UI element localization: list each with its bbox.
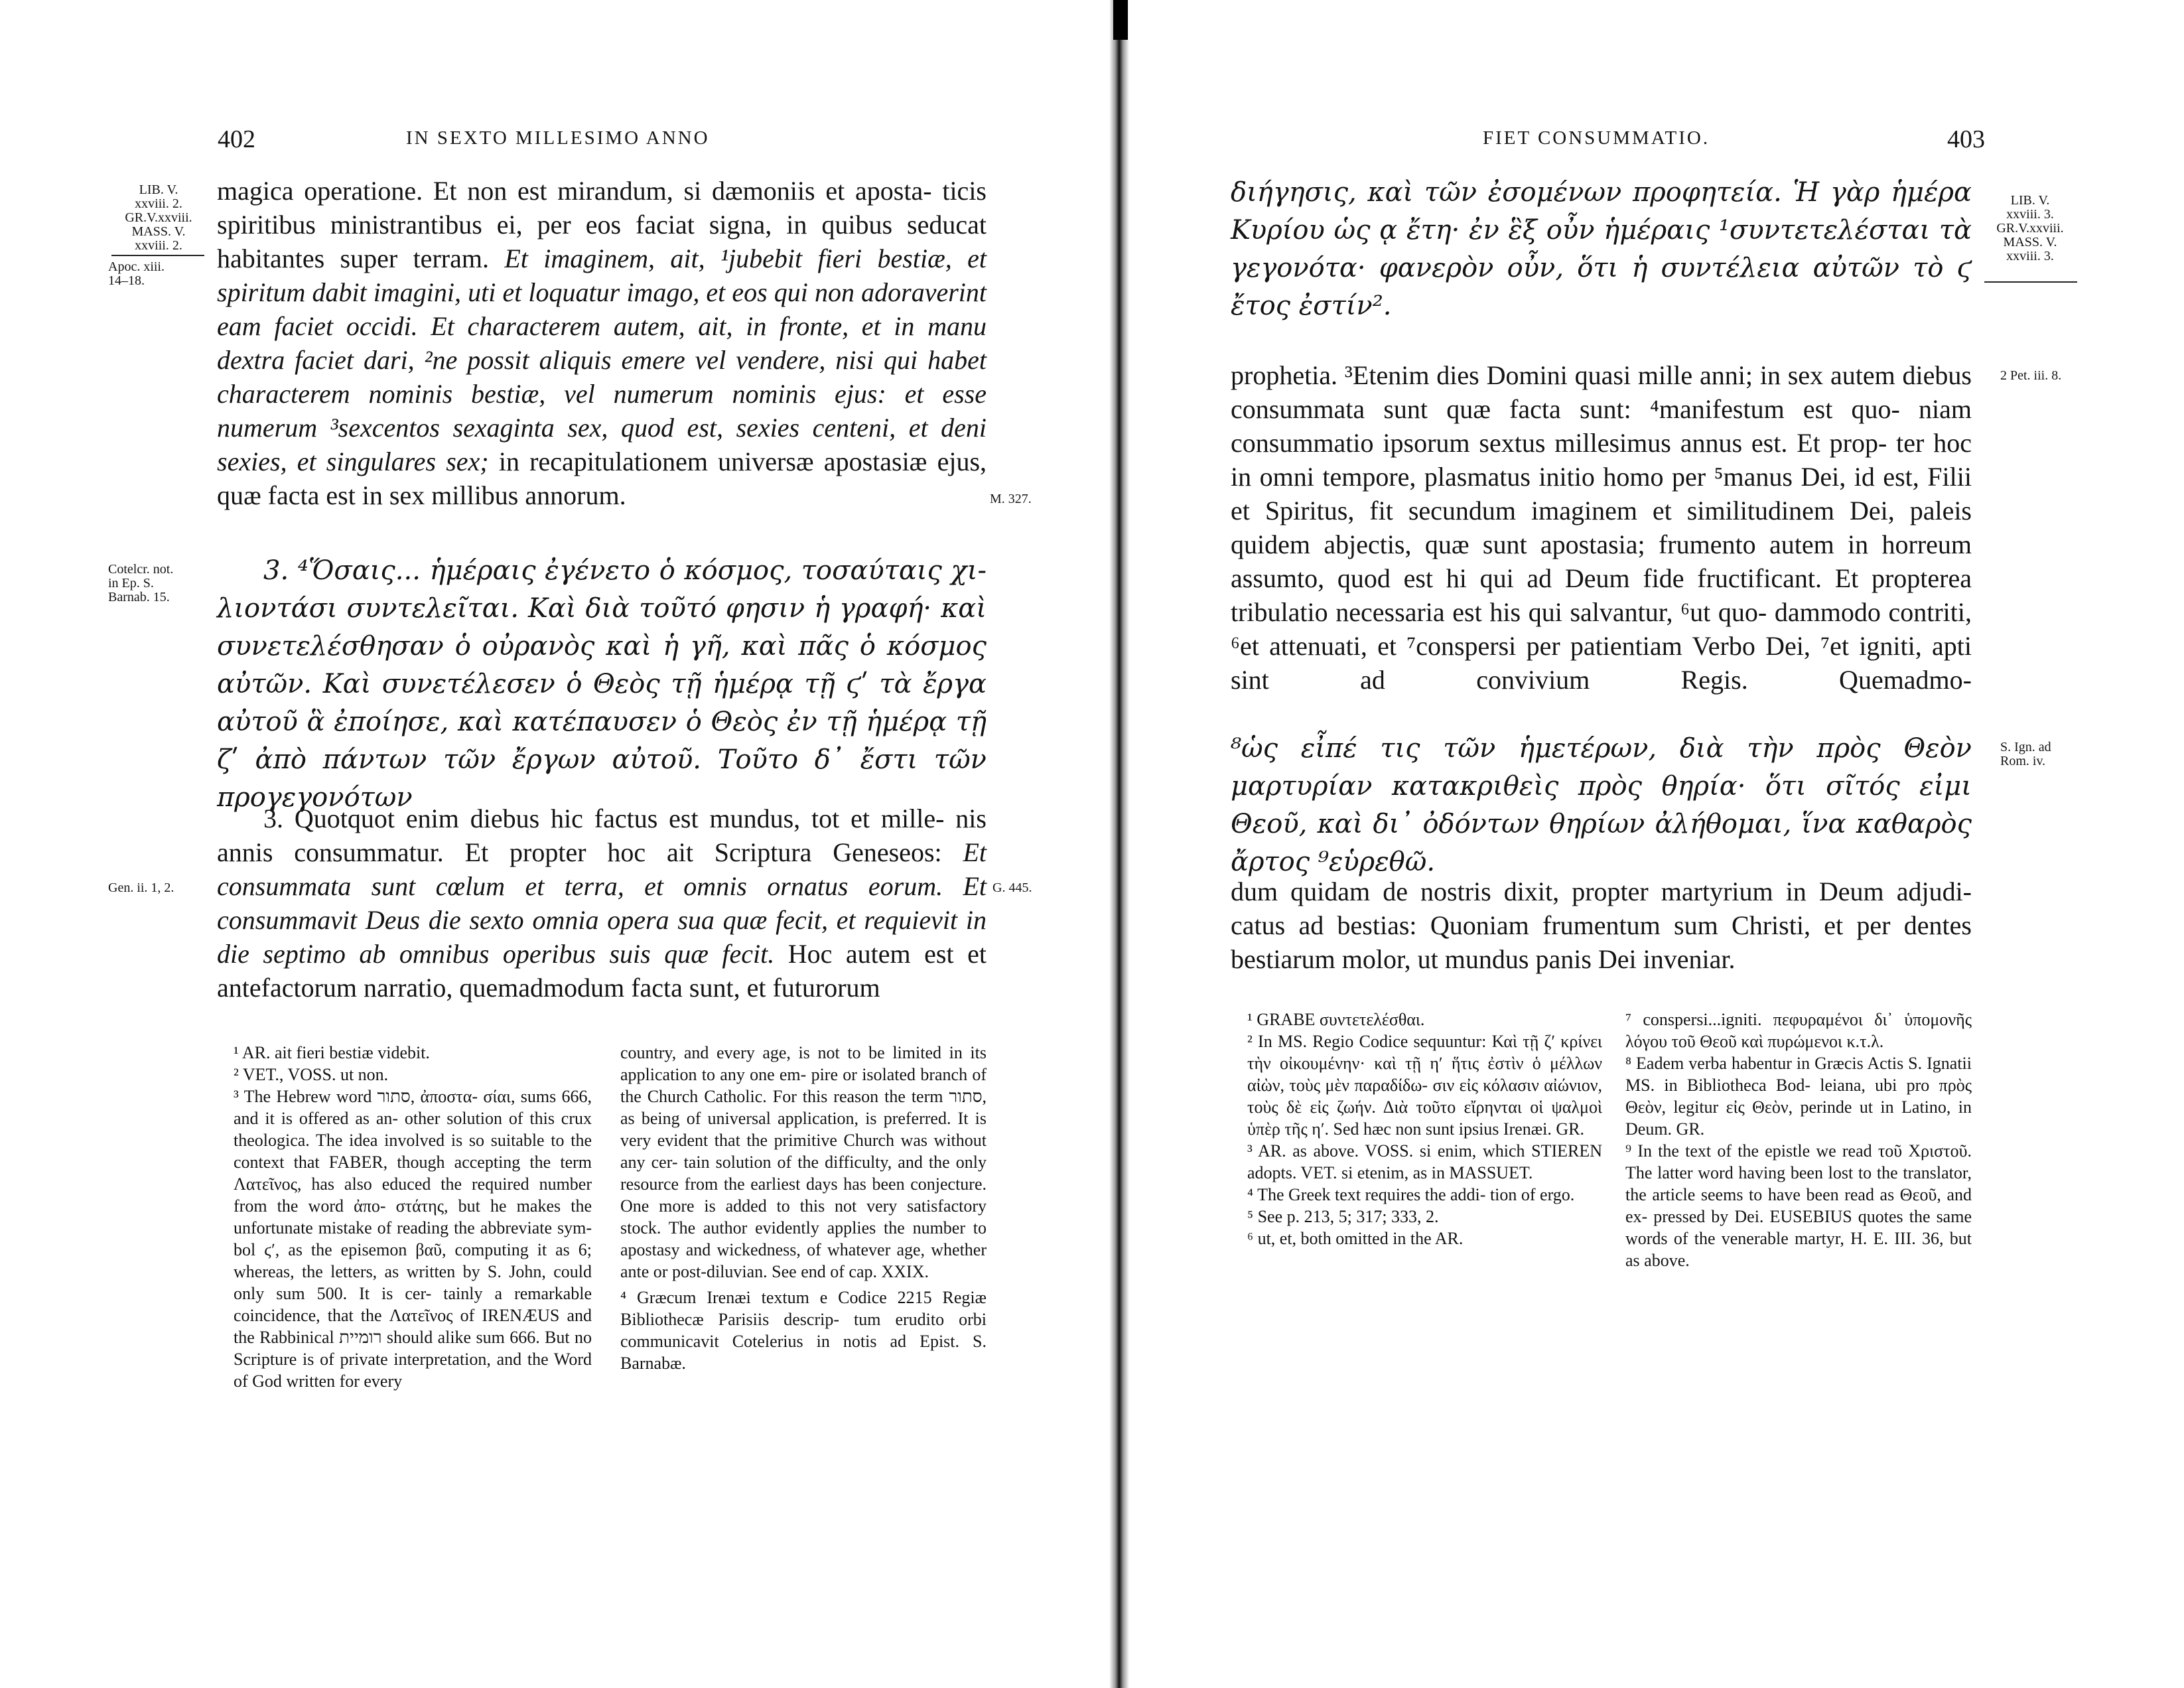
footnote: ¹ AR. ait fieri bestiæ videbit. <box>234 1043 430 1062</box>
margin-note: Gen. ii. 1, 2. <box>108 880 174 895</box>
margin-rule <box>1984 281 2077 283</box>
footnote: ⁸ Eadem verba habentur in Græcis Actis S. Ignatii MS. in Bibliotheca Bod- leiana, ubi pro πρὸς Θεὸν, legitur εἰς Θεὸν, perinde ut in Latino, in Deum. GR. <box>1625 1054 1972 1139</box>
footnotes-column-2 <box>620 1042 987 1374</box>
margin-note: LIB. V. xxviii. 3. GR.V.xxviii. MASS. V. xxviii. 3. <box>1996 193 2064 263</box>
page-number: 402 <box>218 125 255 153</box>
latin-text: Hoc autem est et antefactorum narratio, quemadmodum facta sunt, et futurorum <box>217 939 987 1003</box>
scripture-quotation: Et imaginem, ait, ¹jubebit fieri bestiæ, et spiritum dabit imagini, uti et loquatur imago, et eos qui non adoraverint eam faciet occidi. Et characterem autem, ait, in fronte, et in manu dextra faciet dari, ²ne possit aliquis emere vel vendere, nisi qui habet characterem nominis bestiæ, vel numerum nominis ejus: et esse numerum ³sexcentos sexaginta sex, quod est, sexies centeni, et deni sexies, et singulares sex; <box>217 244 987 476</box>
footnotes-column-2 <box>1625 1009 1972 1271</box>
margin-note: 2 Pet. iii. 8. <box>2000 368 2062 383</box>
greek-paragraph-2: ⁸ὡς εἶπέ τις τῶν ἡμετέρων, διὰ τὴν πρὸς Θεὸν μαρτυρίαν κατακριθεὶς πρὸς θηρία· ὅτι σῖτός εἰμι Θεοῦ, καὶ δι᾽ ὀδόντων θηρίων ἀλήθομαι, ἵνα καθαρὸς ἄρτος ⁹εὑρεθῶ. <box>1231 733 1972 877</box>
footnotes-column-1 <box>234 1042 592 1392</box>
margin-note: Apoc. xiii. 14–18. <box>108 259 165 288</box>
margin-note: M. 327. <box>990 492 1032 506</box>
footnote: ³ The Hebrew word סתור, ἀποστα- σίαι, sums 666, and it is offered as an- other solution of this crux theologica. The idea involved is so suitable to the context that FABER, though accepting the term Λατεῖνος, has also educed the required number from the word ἀπο- στάτης, but he makes the unfortunate mistake of reading the abbreviate sym- bol ϛʹ, as the episemon βαῦ, computing it as 6; whereas, the letters, as written by S. John, could only sum 500. It is cer- tainly a remarkable coincidence, that the Λατεῖνος of IRENÆUS and the Rabbinical רומיית should alike sum 666. But no Scripture is of private interpretation, and the Word of God written for every <box>234 1087 592 1391</box>
page-number: 403 <box>1947 125 1985 153</box>
footnote: ⁴ The Greek text requires the addi- tion of ergo. <box>1247 1185 1575 1204</box>
latin-paragraph-2 <box>217 802 987 1005</box>
footnote: ⁵ See p. 213, 5; 317; 333, 2. <box>1247 1207 1439 1226</box>
margin-note: LIB. V. xxviii. 2. GR.V.xxviii. MASS. V. xxviii. 2. <box>125 182 192 253</box>
scripture-quotation: Et consummata sunt cœlum et terra, et omnis ornatus eorum. Et consummavit Deus die sexto omnia opera sua quæ fecit, et requievit in die septimo ab omnibus operibus suis quæ fecit. <box>217 837 987 969</box>
latin-text: 3. Quotquot enim diebus hic factus est mundus, tot et mille- nis annis consummatur. Et propter hoc ait Scriptura Geneseos: <box>217 804 987 867</box>
margin-note: Cotelcr. not. in Ep. S. Barnab. 15. <box>108 562 174 604</box>
running-head: FIET CONSUMMATIO. <box>1483 127 1710 149</box>
running-head: IN SEXTO MILLESIMO ANNO <box>406 127 710 149</box>
footnote: country, and every age, is not to be limited in its application to any one em- pire or isolated branch of the Church Catholic. For this reason the term סתור, as being of universal application, is preferred. It is very evident that the primitive Church was without any cer- tain solution of the difficulty, and the only resource from the earliest days has been conjecture. One more is added to this not very satisfactory stock. The author evidently applies the number to apostasy and wickedness, of whatever age, whether ante or post-diluvian. See end of cap. XXIX. <box>620 1043 987 1281</box>
book-spine-shadow <box>1109 0 1129 1688</box>
latin-paragraph-2: dum quidam de nostris dixit, propter martyrium in Deum adjudi- catus ad bestias: Quoniam frumentum sum Christi, et per dentes bestiarum molor, ut mundus panis Dei inveniar. <box>1231 877 1972 974</box>
margin-note: S. Ign. ad Rom. iv. <box>2000 740 2051 768</box>
book-spine-top <box>1113 0 1128 40</box>
footnotes-column-1 <box>1247 1009 1602 1249</box>
latin-paragraph-1: prophetia. ³Etenim dies Domini quasi mille anni; in sex autem diebus consummata sunt quæ facta sunt: ⁴manifestum est quo- niam consummatio ipsorum sextus millesimus annus est. Et prop- ter hoc in omni tempore, plasmatus initio homo per ⁵manus Dei, id est, Filii et Spiritus, fit secundum imaginem et similitudinem Dei, paleis quidem abjectis, quæ sunt apostasia; frumento autem in horreum assumto, quod est hi qui ad Deum fide fructificant. Et propterea tribulatio necessaria est his qui salvantur, ⁶ut quo- dammodo contriti, ⁶et attenuati, et ⁷conspersi per patientiam Verbo Dei, ⁷et igniti, apti sint ad convivium Regis. Quemadmo- <box>1231 360 1972 695</box>
footnote: ⁷ conspersi...igniti. πεφυραμένοι δι᾽ ὑπομονῆς λόγου τοῦ Θεοῦ καὶ πυρώμενοι κ.τ.λ. <box>1625 1010 1972 1051</box>
latin-paragraph-1 <box>217 174 987 512</box>
footnote: ⁹ In the text of the epistle we read τοῦ Χριστοῦ. The latter word having been lost to the translator, the article seems to have been read as Θεοῦ, and ex- pressed by Dei. EUSEBIUS quotes the same words of the venerable martyr, H. E. III. 36, but as above. <box>1625 1141 1972 1270</box>
footnote: ² VET., VOSS. ut non. <box>234 1065 389 1084</box>
greek-paragraph-1: διήγησις, καὶ τῶν ἐσομένων προφητεία. Ἡ γὰρ ἡμέρα Κυρίου ὡς ᾳ ἔτη· ἐν ἓξ οὖν ἡμέραις ¹συντετελέσται τὰ γεγονότα· φανερὸν οὖν, ὅτι ἡ συντέλεια αὐτῶν τὸ ϛ ἔτος ἐστίν². <box>1231 177 1972 321</box>
footnote: ² In MS. Regio Codice sequuntur: Καὶ τῇ ζʹ κρίνει τὴν οἰκουμένην· καὶ τῇ ηʹ ἥτις ἐστὶν ὁ μέλλων αἰὼν, τοὺς μὲν παραδίδω- σιν εἰς κόλασιν αἰώνιον, τοὺς δὲ εἰς ζωήν. Διὰ τοῦτο εἴρηνται οἱ ψαλμοὶ ὑπὲρ τῆς ηʹ. Sed hæc non sunt ipsius Irenæi. GR. <box>1247 1032 1602 1139</box>
footnote: ⁶ ut, et, both omitted in the AR. <box>1247 1229 1464 1248</box>
margin-rule <box>111 255 204 256</box>
footnote: ³ AR. as above. VOSS. si enim, which STIEREN adopts. VET. si etenim, as in MASSUET. <box>1247 1141 1602 1182</box>
greek-paragraph: 3. ⁴Ὅσαις... ἡμέραις ἐγένετο ὁ κόσμος, τοσαύταις χι- λιοντάσι συντελεῖται. Καὶ διὰ τοῦτό φησιν ἡ γραφή· καὶ συνετελέσθησαν ὁ οὐρανὸς καὶ ἡ γῆ, καὶ πᾶς ὁ κόσμος αὐτῶν. Καὶ συνετέλεσεν ὁ Θεὸς τῇ ἡμέρᾳ τῇ ϛʹ τὰ ἔργα αὐτοῦ ἃ ἐποίησε, καὶ κατέπαυσεν ὁ Θεὸς ἐν τῇ ἡμέρᾳ τῇ ζʹ ἀπὸ πάντων τῶν ἔργων αὐτοῦ. Τοῦτο δ᾽ ἔστι τῶν προγεγονότων <box>217 555 987 813</box>
latin-text: in recapitulationem universæ apostasiæ ejus, quæ facta est in sex millibus annorum. <box>217 447 987 510</box>
footnote: ¹ GRABE συντετελέσθαι. <box>1247 1010 1425 1029</box>
footnote: ⁴ Græcum Irenæi textum e Codice 2215 Regiæ Bibliothecæ Parisiis descrip- tum erudito orbi communicavit Cotelerius in notis ad Epist. S. Barnabæ. <box>620 1288 987 1373</box>
margin-note: G. 445. <box>992 880 1032 895</box>
latin-text: magica operatione. Et non est mirandum, si dæmoniis et aposta- ticis spiritibus ministrantibus ei, per eos faciat signa, in quibus seducat habitantes super terram. <box>217 176 987 273</box>
right-page <box>1138 0 2184 1688</box>
